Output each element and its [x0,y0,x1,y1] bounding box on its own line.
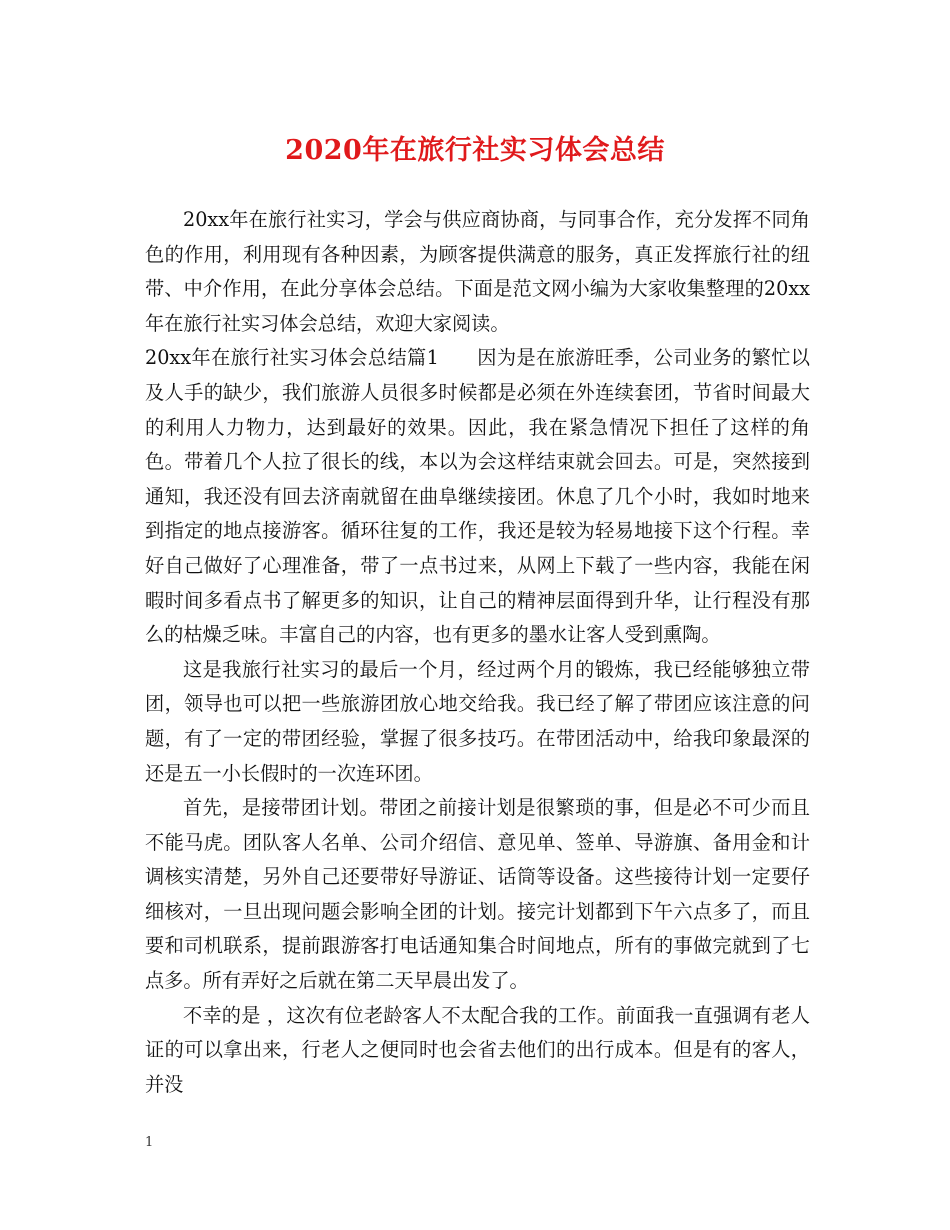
section-heading: 20xx年在旅行社实习体会总结篇1 [145,346,439,370]
document-body [145,203,810,1102]
section-paragraph [145,341,810,652]
body-paragraph: 不幸的是 ，这次有位老龄客人不太配合我的工作。前面我一直强调有老人证的可以拿出来，行老人之便同时也会省去他们的出行成本。但是有的客人，并没 [145,1003,810,1096]
body-paragraph: 首先，是接带团计划。带团之前接计划是很繁琐的事，但是必不可少而且不能马虎。团队客人名单、公司介绍信、意见单、签单、导游旗、备用金和计调核实清楚，另外自己还要带好导游证、话筒等设备。这些接待计划一定要仔细核对，一旦出现问题会影响全团的计划。接完计划都到下午六点多了，而且要和司机联系，提前跟游客打电话通知集合时间地点，所有的事做完就到了七点多。所有弄好之后就在第二天早晨出发了。 [145,796,810,993]
section-first-paragraph: 因为是在旅游旺季，公司业务的繁忙以及人手的缺少，我们旅游人员很多时候都是必须在外连续套团，节省时间最大的利用人力物力，达到最好的效果。因此，我在紧急情况下担任了这样的角色。带着几个人拉了很长的线，本以为会这样结束就会回去。可是，突然接到通知，我还没有回去济南就留在曲阜继续接团。休息了几个小时，我如时地来到指定的地点接游客。循环往复的工作，我还是较为轻易地接下这个行程。幸好自己做好了心理准备，带了一点书过来，从网上下载了一些内容，我能在闲暇时间多看点书了解更多的知识，让自己的精神层面得到升华，让行程没有那么的枯燥乏味。丰富自己的内容，也有更多的墨水让客人受到熏陶。 [145,346,810,647]
document-title: 2020年在旅行社实习体会总结 [285,135,665,166]
body-paragraph: 这是我旅行社实习的最后一个月，经过两个月的锻炼，我已经能够独立带团，领导也可以把一些旅游团放心地交给我。我已经了解了带团应该注意的问题，有了一定的带团经验，掌握了很多技巧。在带团活动中，给我印象最深的还是五一小长假时的一次连环团。 [145,657,810,785]
page-number: 1 [145,1135,154,1150]
intro-paragraph: 20xx年在旅行社实习，学会与供应商协商，与同事合作，充分发挥不同角色的作用，利用现有各种因素，为顾客提供满意的服务，真正发挥旅行社的纽带、中介作用，在此分享体会总结。下面是范文网小编为大家收集整理的20xx年在旅行社实习体会总结，欢迎大家阅读。 [145,208,810,335]
